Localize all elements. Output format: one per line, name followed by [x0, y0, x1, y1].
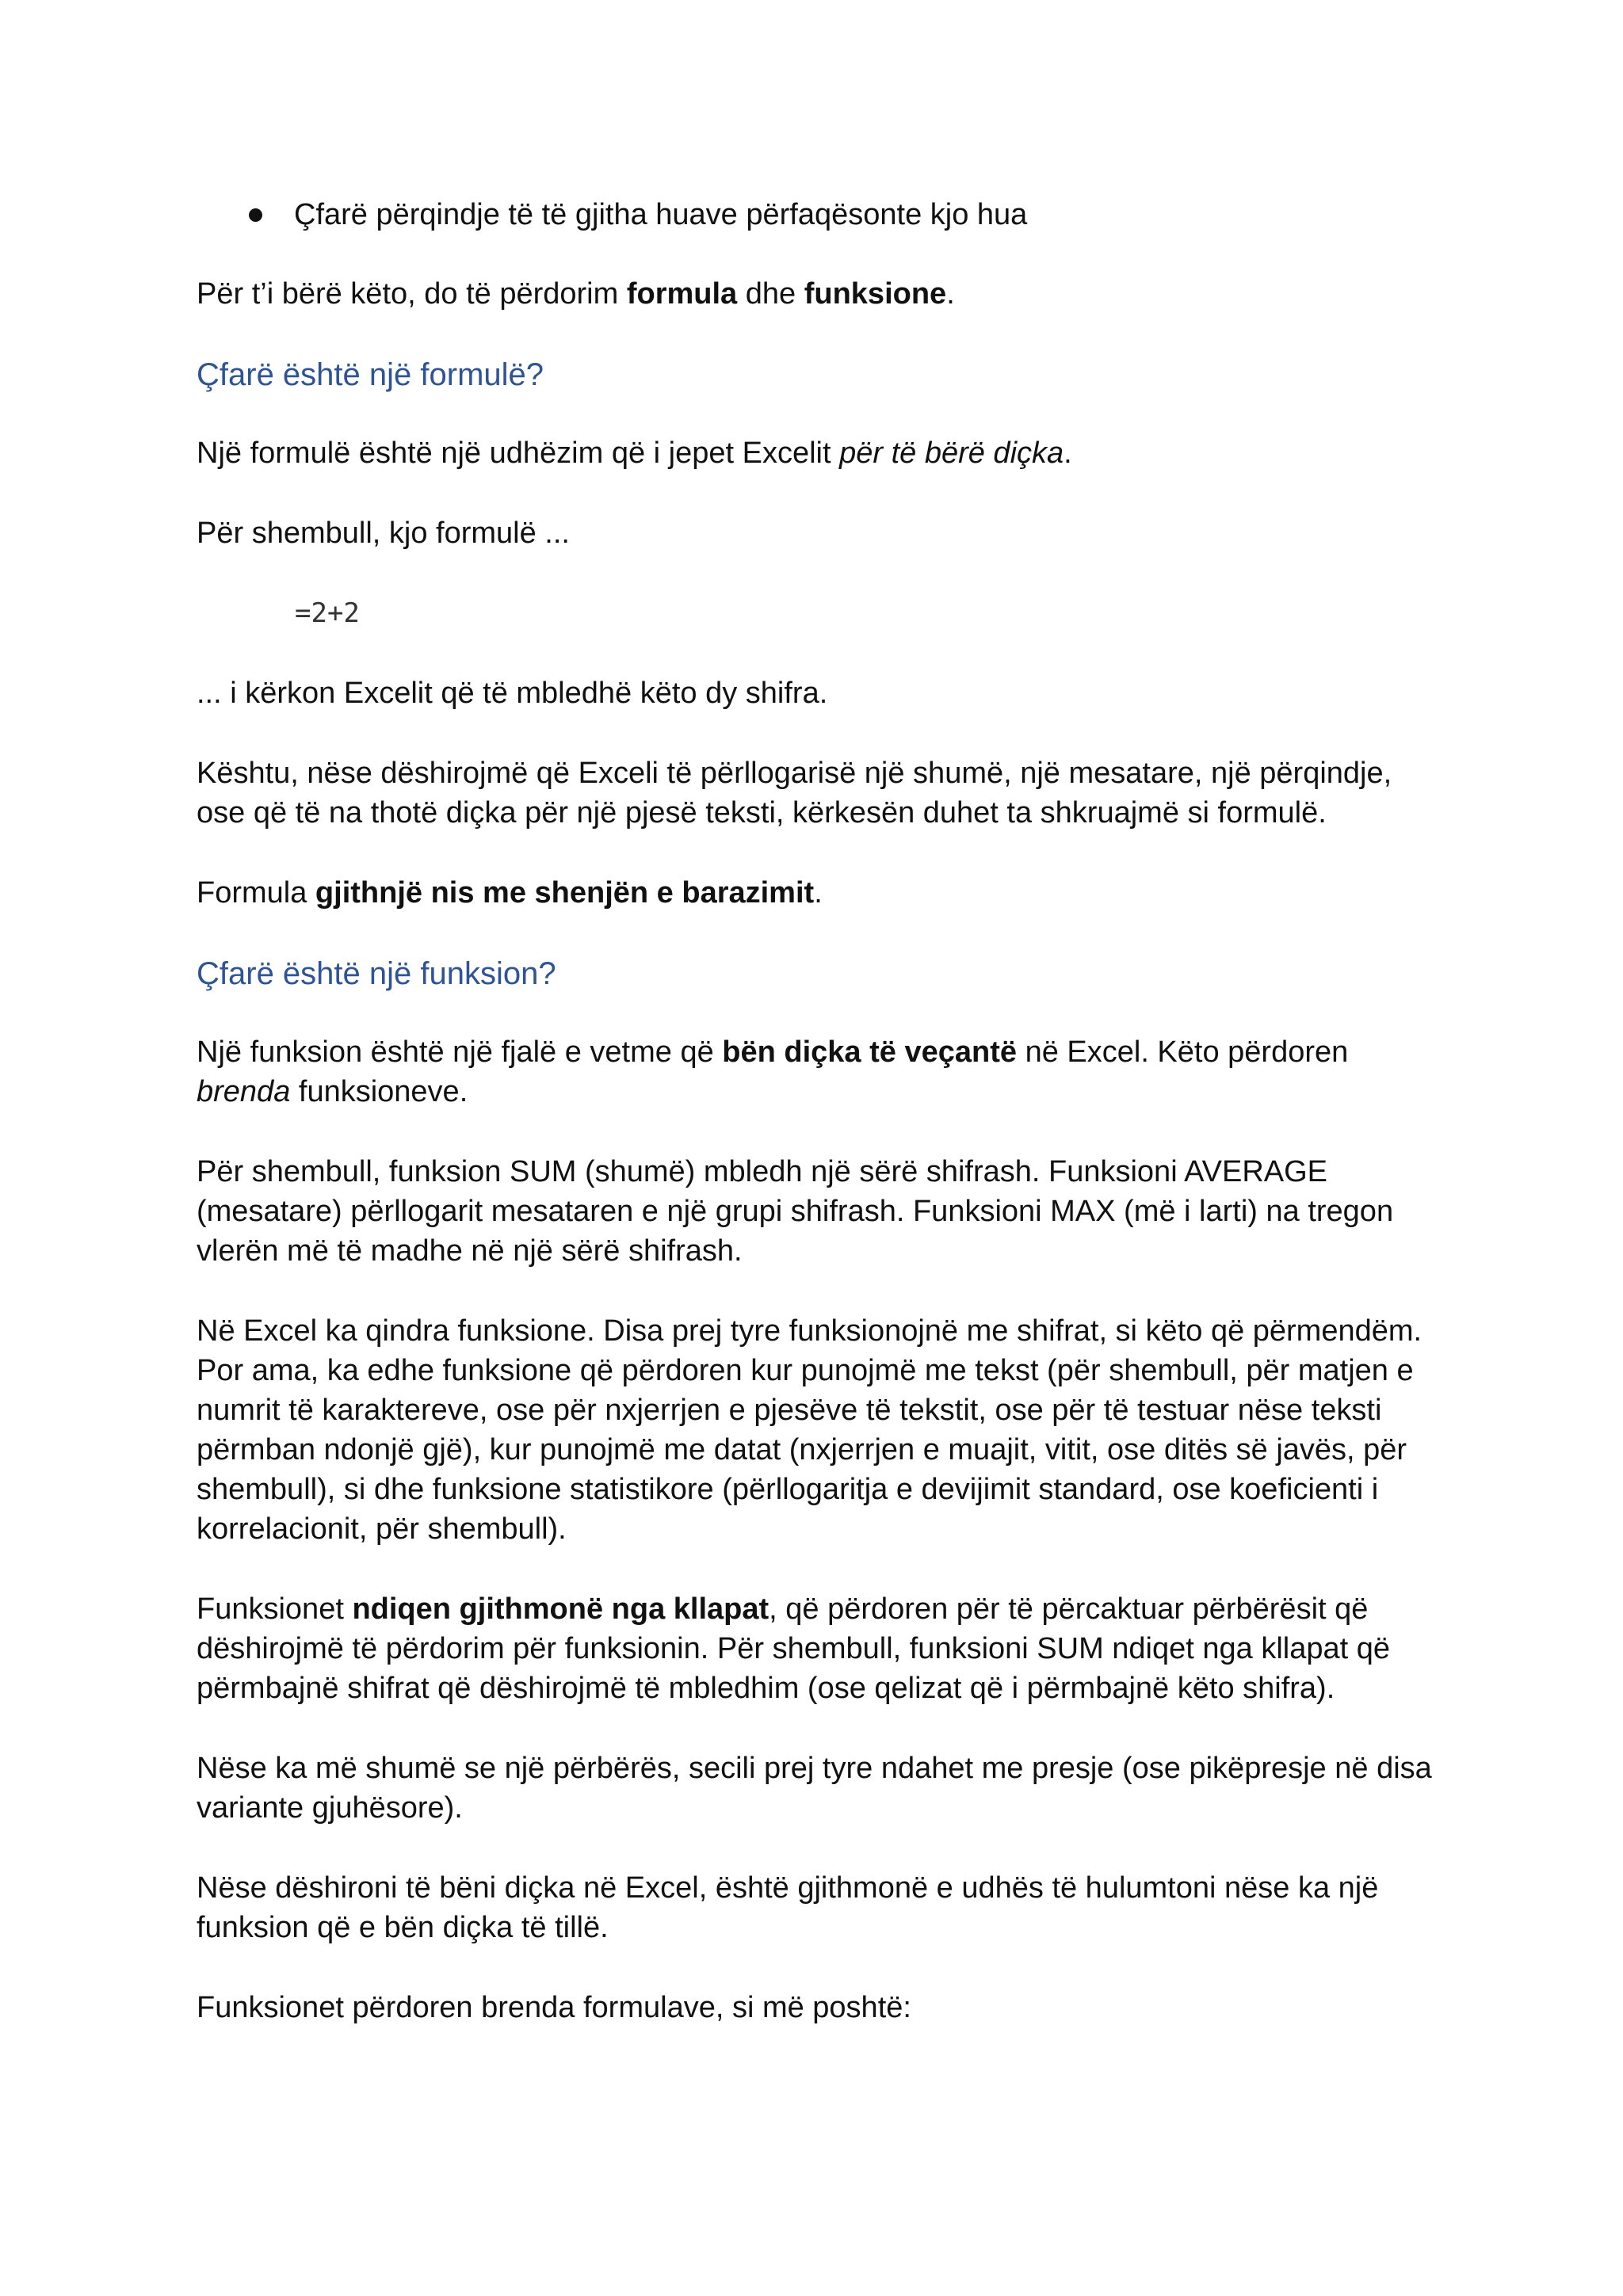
bold-text: gjithnjë nis me shenjën e barazimit — [315, 876, 815, 910]
text-run: funksioneve. — [290, 1075, 468, 1108]
bold-text: ndiqen gjithmonë nga kllapat — [352, 1592, 769, 1626]
text-run: dhe — [737, 277, 804, 311]
italic-text: për të bërë diçka — [839, 437, 1064, 470]
bullet-text: Çfarë përqindje të të gjitha huave përfaqësonte kjo hua — [294, 198, 1028, 231]
formula-usage-paragraph: Kështu, nëse dëshirojmë që Exceli të përllogarisë një shumë, një mesatare, një përqindje, ose që të na thotë diçka për një pjesë teksti, kërkesën duhet ta shkruajmë si formulë. — [197, 757, 1392, 830]
formula-definition-paragraph — [197, 433, 1433, 473]
equals-sign-paragraph — [197, 873, 1433, 913]
text-run: . — [946, 277, 955, 311]
bold-text: formula — [626, 277, 738, 311]
italic-text: brenda — [197, 1075, 291, 1108]
bullet-icon — [249, 208, 262, 222]
parentheses-paragraph — [197, 1589, 1433, 1708]
text-run: . — [1064, 437, 1072, 470]
bullet-item — [197, 195, 1433, 235]
function-examples-paragraph: Për shembull, funksion SUM (shumë) mbledh një sërë shifrash. Funksioni AVERAGE (mesatare) përllogarit mesataren e një grupi shifrash. Funksioni MAX (më i larti) na tregon vlerën më të madhe në një sërë shifrash. — [197, 1155, 1394, 1268]
text-run: Një funksion është një fjalë e vetme që — [197, 1035, 723, 1069]
bold-text: funksione — [804, 277, 947, 311]
advice-paragraph: Nëse dëshironi të bëni diçka në Excel, është gjithmonë e udhës të hulumtoni nëse ka një funksion që e bën diçka të tillë. — [197, 1871, 1379, 1944]
text-run: . — [814, 876, 823, 910]
text-run: Një formulë është një udhëzim që i jepet Excelit — [197, 437, 840, 470]
bold-text: bën diçka të veçantë — [722, 1035, 1018, 1069]
formula-example: =2+2 — [295, 597, 360, 629]
intro-paragraph — [197, 274, 1433, 314]
example-intro-paragraph: Për shembull, kjo formulë ... — [197, 517, 570, 550]
function-definition-paragraph — [197, 1032, 1433, 1112]
text-run: Funksionet — [197, 1592, 353, 1626]
text-run: në Excel. Këto përdoren — [1017, 1035, 1349, 1069]
function-categories-paragraph: Në Excel ka qindra funksione. Disa prej tyre funksionojnë me shifrat, si këto që përmendëm. Por ama, ka edhe funksione që përdoren kur punojmë me tekst (për shembull, për matjen e numrit të karaktereve, ose për nxjerrjen e pjesëve të tekstit, ose për të testuar nëse teksti përmban ndonjë gjë), kur punojmë me datat (nxjerrjen e muajit, vitit, ose ditës së javës, për shembull), si dhe funksione statistikore (përllogaritja e devijimit standard, ose koeficienti i korrelacionit, për shembull). — [197, 1314, 1423, 1546]
text-run: Për t’i bërë këto, do të përdorim — [197, 277, 627, 311]
separator-paragraph: Nëse ka më shumë se një përbërës, secili prej tyre ndahet me presje (ose pikëpresje në disa variante gjuhësore). — [197, 1752, 1432, 1825]
text-run: Formula — [197, 876, 315, 910]
section-heading-formula: Çfarë është një formulë? — [197, 357, 544, 392]
section-heading-function: Çfarë është një funksion? — [197, 956, 556, 991]
example-explanation-paragraph: ... i kërkon Excelit që të mbledhë këto dy shifra. — [197, 677, 828, 710]
closing-paragraph: Funksionet përdoren brenda formulave, si më poshtë: — [197, 1991, 911, 2024]
text-run: , që përdoren për të përcaktuar përbërësit që dëshirojmë të përdorim për funksionin. Për shembull, funksioni SUM ndiqet nga kllapat që përmbajnë shifrat që dëshirojmë të mbledhim (ose qelizat që i përmbajnë këto shifra). — [197, 1592, 1391, 1705]
